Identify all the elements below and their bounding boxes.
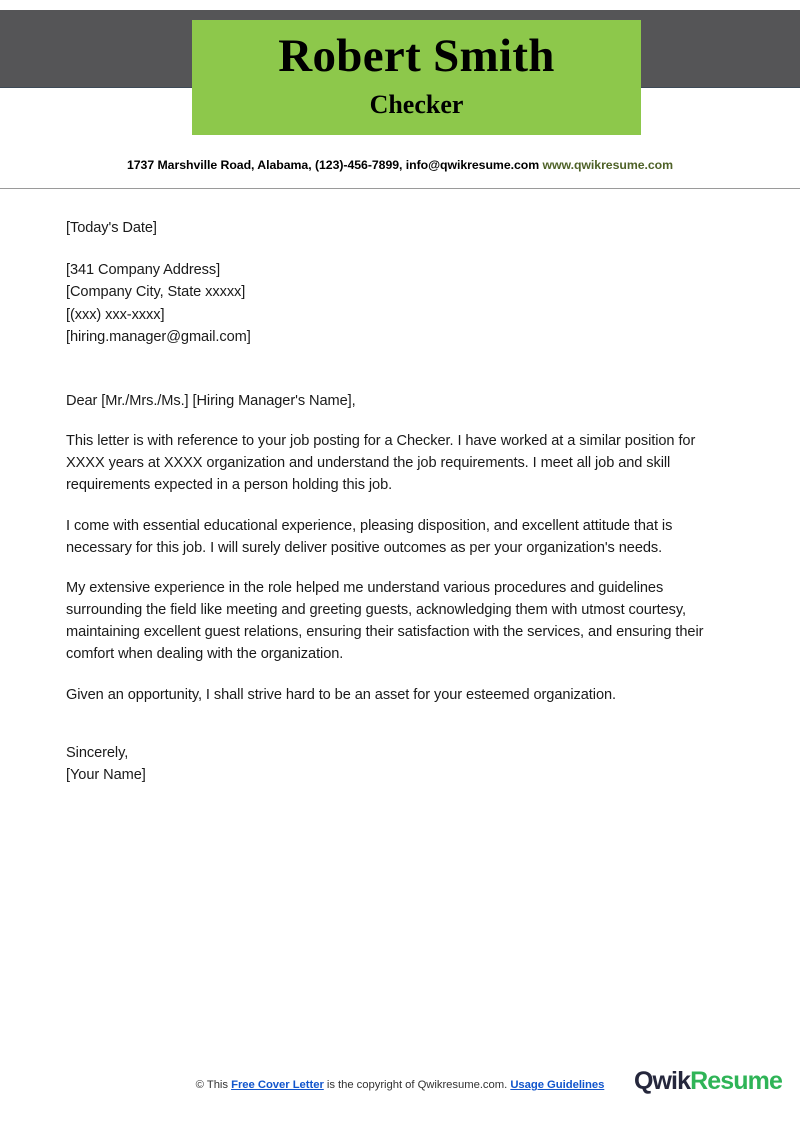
applicant-name: Robert Smith (278, 30, 555, 82)
copyright-icon: © (195, 1079, 204, 1091)
header-divider (0, 188, 800, 189)
letter-paragraph-3: My extensive experience in the role helped me understand various procedures and guidelines surrounding the field like meeting and greeting guests, acknowledging them with utmost courtesy, maintaining excellent guest relations, ensuring their satisfaction with the services, and ensuring their comfort when dealing with the organization. (66, 579, 704, 663)
document-header (0, 0, 800, 150)
date-placeholder: [Today's Date] (66, 220, 157, 236)
signature-placeholder: [Your Name] (66, 766, 146, 783)
logo-text-qwik: Qwik (633, 1067, 691, 1095)
usage-guidelines-link[interactable]: Usage Guidelines (510, 1079, 605, 1091)
name-plate (192, 20, 641, 135)
salutation: Dear [Mr./Mrs./Ms.] [Hiring Manager's Name], (66, 392, 356, 409)
recipient-city-line: [Company City, State xxxxx] (66, 284, 246, 301)
contact-line (0, 158, 800, 172)
footer-text-before: This (206, 1079, 228, 1091)
letter-body (0, 217, 800, 786)
recipient-phone-line: [(xxx) xxx-xxxx] (66, 306, 165, 323)
recipient-address-line: [341 Company Address] (66, 262, 221, 279)
recipient-email-line: [hiring.manager@gmail.com] (66, 328, 251, 345)
letter-paragraph-2: I come with essential educational experience, pleasing disposition, and excellent attitude that is necessary for this job. I will surely deliver positive outcomes as per your organization's needs. (66, 517, 673, 556)
contact-details: 1737 Marshville Road, Alabama, (123)-456-7899, info@qwikresume.com (126, 158, 540, 172)
closing-block (66, 742, 734, 786)
recipient-address-block (66, 259, 734, 348)
footer-text-middle: is the copyright of Qwikresume.com. (326, 1079, 508, 1091)
letter-paragraph-1: This letter is with reference to your job posting for a Checker. I have worked at a similar position for XXXX years at XXXX organization and understand the job requirements. I meet all job and skill requirements expected in a person holding this job. (66, 433, 696, 494)
contact-website-link[interactable]: www.qwikresume.com (542, 158, 674, 172)
letter-paragraph-4: Given an opportunity, I shall strive hard to be an asset for your esteemed organization. (66, 686, 616, 703)
closing-salutation: Sincerely, (66, 744, 129, 761)
qwikresume-logo[interactable] (634, 1069, 782, 1094)
document-footer (0, 1069, 800, 1117)
free-cover-letter-link[interactable]: Free Cover Letter (231, 1079, 324, 1091)
applicant-role: Checker (369, 90, 464, 120)
logo-text-resume: Resume (690, 1067, 782, 1095)
